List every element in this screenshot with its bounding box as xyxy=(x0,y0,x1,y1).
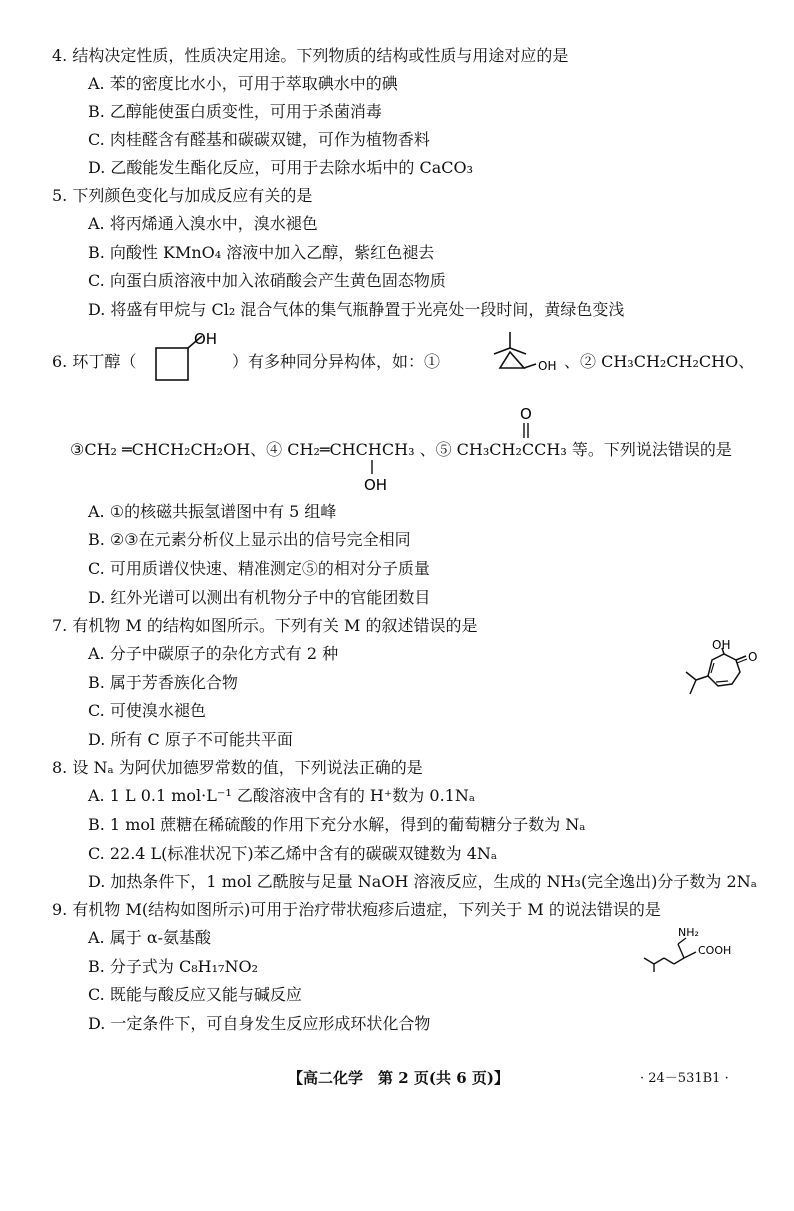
isomer5-carbonyl xyxy=(510,402,540,442)
cyclobutanol-oh-label: OH xyxy=(194,330,218,348)
q7-stem: 7. 有机物 M 的结构如图所示。下列有关 M 的叙述错误的是 xyxy=(52,616,478,635)
page-footer-title: 【高二化学 第 2 页(共 6 页)】 xyxy=(288,1069,509,1087)
q4-option-b: B. 乙醇能使蛋白质变性，可用于杀菌消毒 xyxy=(88,102,382,121)
q5-option-d: D. 将盛有甲烷与 Cl₂ 混合气体的集气瓶静置于光亮处一段时间，黄绿色变浅 xyxy=(88,300,625,319)
q7-o-label: O xyxy=(748,650,758,664)
q6-stem-part2: ）有多种同分异构体，如：① xyxy=(232,352,441,371)
q6-stem-part1: 6. 环丁醇（ xyxy=(52,352,137,371)
q9-nh2-label: NH₂ xyxy=(678,926,699,939)
q9-cooh-label: COOH xyxy=(698,944,732,957)
q9-option-b: B. 分子式为 C₈H₁₇NO₂ xyxy=(88,957,258,976)
q9-option-a: A. 属于 α-氨基酸 xyxy=(88,928,212,947)
q9-option-d: D. 一定条件下，可自身发生反应形成环状化合物 xyxy=(88,1014,431,1033)
q7-option-b: B. 属于芳香族化合物 xyxy=(88,673,238,692)
q4-option-d: D. 乙酸能发生酯化反应，可用于去除水垢中的 CaCO₃ xyxy=(88,158,474,177)
q7-option-a: A. 分子中碳原子的杂化方式有 2 种 xyxy=(88,644,339,663)
q5-option-a: A. 将丙烯通入溴水中，溴水褪色 xyxy=(88,214,318,233)
q9-stem: 9. 有机物 M(结构如图所示)可用于治疗带状疱疹后遗症，下列关于 M 的说法错误的是 xyxy=(52,900,661,919)
q6-option-b: B. ②③在元素分析仪上显示出的信号完全相同 xyxy=(88,530,411,549)
q8-option-c: C. 22.4 L(标准状况下)苯乙烯中含有的碳碳双键数为 4Nₐ xyxy=(88,844,498,863)
q8-option-a: A. 1 L 0.1 mol·L⁻¹ 乙酸溶液中含有的 H⁺数为 0.1Nₐ xyxy=(88,786,476,805)
cyclobutanol-structure xyxy=(150,328,240,388)
isomer1-structure xyxy=(490,330,560,380)
q7-option-c: C. 可使溴水褪色 xyxy=(88,701,206,720)
q8-option-d: D. 加热条件下，1 mol 乙酰胺与足量 NaOH 溶液反应，生成的 NH₃(完全逸出)分子数为 2Nₐ xyxy=(88,872,757,891)
q7-molecule-structure xyxy=(672,640,772,700)
q5-stem: 5. 下列颜色变化与加成反应有关的是 xyxy=(52,186,313,205)
isomer4-oh-label: OH xyxy=(364,476,388,494)
q7-oh-label: OH xyxy=(712,640,731,652)
q5-option-c: C. 向蛋白质溶液中加入浓硝酸会产生黄色固态物质 xyxy=(88,271,446,290)
q9-option-c: C. 既能与酸反应又能与碱反应 xyxy=(88,985,302,1004)
q6-option-a: A. ①的核磁共振氢谱图中有 5 组峰 xyxy=(88,502,337,521)
isomer5-o-label: O xyxy=(520,405,532,423)
q4-option-c: C. 肉桂醛含有醛基和碳碳双键，可作为植物香料 xyxy=(88,130,430,149)
q6-option-d: D. 红外光谱可以测出有机物分子中的官能团数目 xyxy=(88,588,431,607)
q4-option-a: A. 苯的密度比水小，可用于萃取碘水中的碘 xyxy=(88,74,398,93)
q7-option-d: D. 所有 C 原子不可能共平面 xyxy=(88,730,293,749)
q6-option-c: C. 可用质谱仪快速、精准测定⑤的相对分子质量 xyxy=(88,559,430,578)
q8-option-b: B. 1 mol 蔗糖在稀硫酸的作用下充分水解，得到的葡萄糖分子数为 Nₐ xyxy=(88,815,586,834)
q4-stem: 4. 结构决定性质，性质决定用途。下列物质的结构或性质与用途对应的是 xyxy=(52,46,569,65)
page-footer-code: · 24－531B1 · xyxy=(640,1071,729,1086)
isomer1-oh-label: OH xyxy=(538,359,557,373)
q9-molecule-structure xyxy=(640,922,780,972)
q8-stem: 8. 设 Nₐ 为阿伏加德罗常数的值，下列说法正确的是 xyxy=(52,758,423,777)
isomer4-hydroxyl xyxy=(360,458,400,498)
q5-option-b: B. 向酸性 KMnO₄ 溶液中加入乙醇，紫红色褪去 xyxy=(88,243,435,262)
q6-isomer2: 、② CH₃CH₂CH₂CHO、 xyxy=(564,352,755,371)
q6-isomers-line: ③CH₂ ═CHCH₂CH₂OH、④ CH₂═CHCHCH₃ 、⑤ CH₃CH₂CCH₃ 等。下列说法错误的是 xyxy=(70,440,732,459)
